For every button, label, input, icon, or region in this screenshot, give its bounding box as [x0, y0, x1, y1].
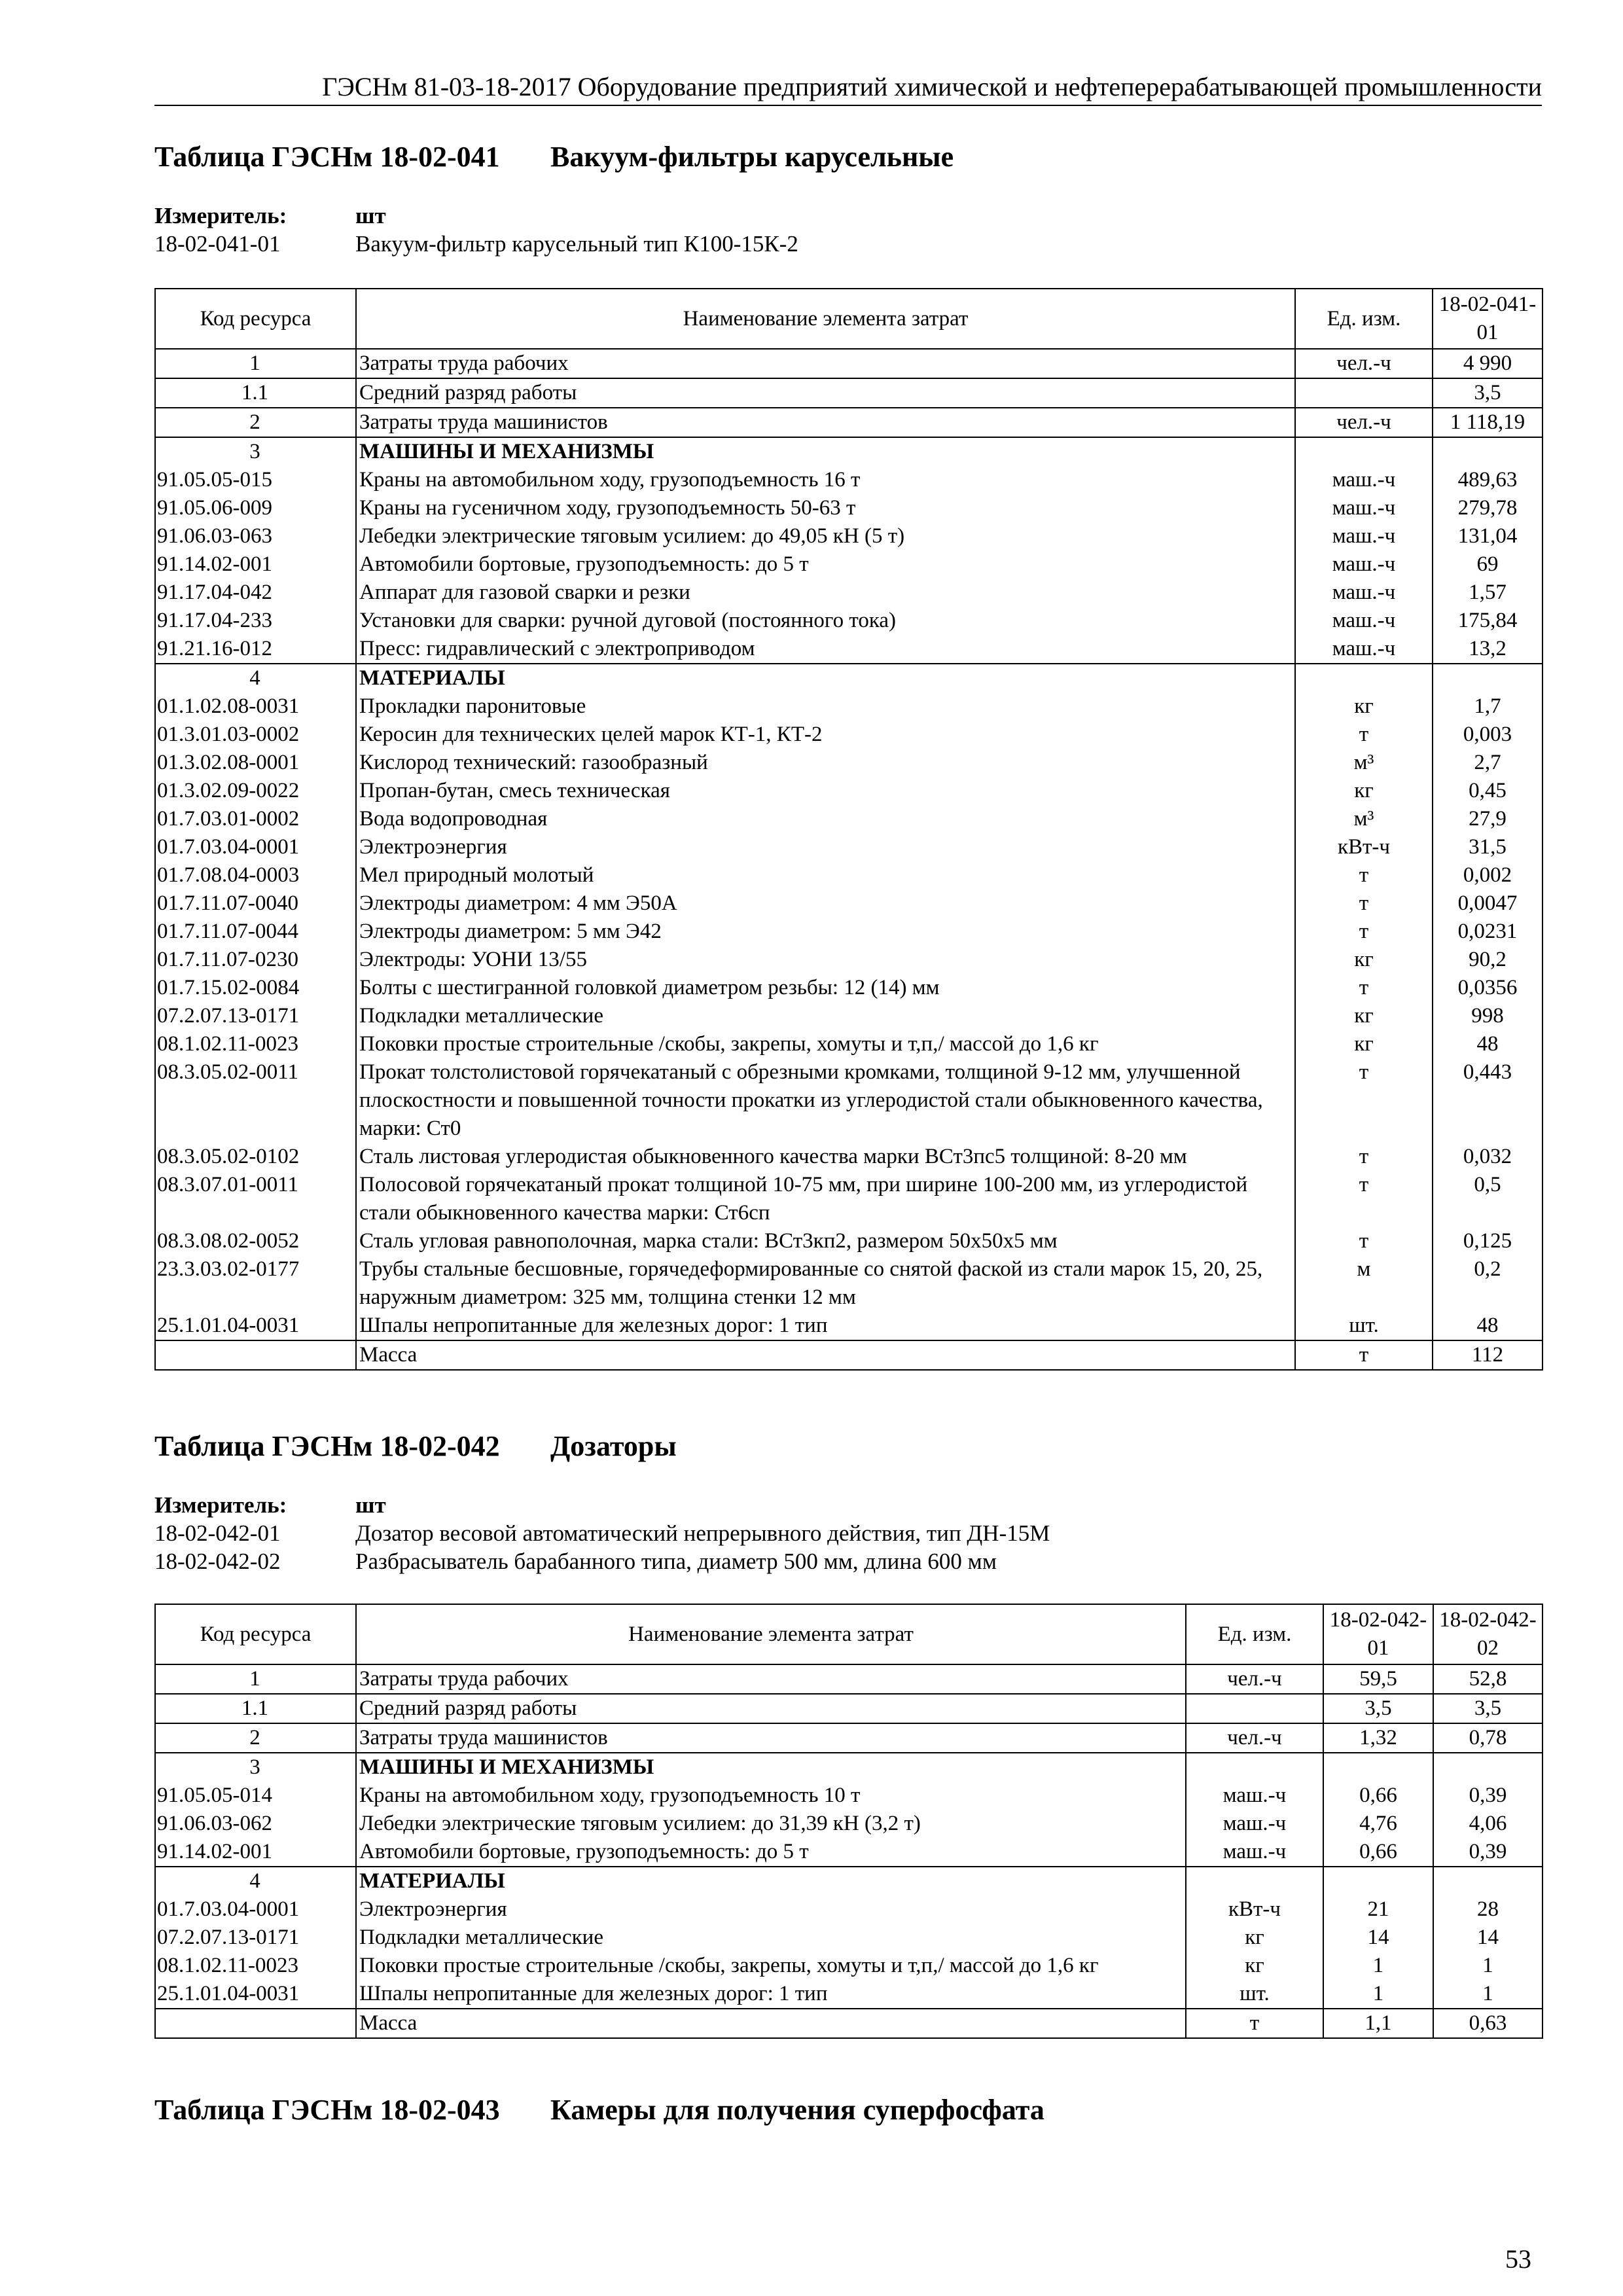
- norm-value-cell: 0,45: [1433, 777, 1543, 805]
- page-number: 53: [1505, 2244, 1531, 2274]
- resource-name-cell: Затраты труда рабочих: [356, 349, 1295, 378]
- table-row: [155, 349, 1543, 378]
- table2-title-number: Таблица ГЭСНм 18-02-042: [154, 1430, 500, 1462]
- resource-name-cell: Масса: [356, 2009, 1186, 2038]
- table-row: [155, 1255, 1543, 1312]
- norm-value-cell: 13,2: [1433, 635, 1543, 664]
- resource-code-cell: 91.06.03-063: [155, 522, 356, 550]
- resource-name-cell: Мел природный молотый: [356, 861, 1295, 889]
- norm-value-cell: 1,1: [1323, 2009, 1433, 2038]
- resource-name-cell: Затраты труда машинистов: [356, 1723, 1186, 1753]
- norm-value-cell: 52,8: [1433, 1664, 1543, 1694]
- resource-code-cell: 1: [155, 349, 356, 378]
- resource-code-cell: 01.7.08.04-0003: [155, 861, 356, 889]
- table-row: [155, 1895, 1543, 1924]
- norm-value-cell: 0,032: [1433, 1143, 1543, 1171]
- table-row: [155, 1143, 1543, 1171]
- unit-cell: чел.-ч: [1295, 349, 1433, 378]
- norm-value-cell: 1 118,19: [1433, 408, 1543, 437]
- table-row: [155, 861, 1543, 889]
- norm-value-cell: 48: [1433, 1312, 1543, 1340]
- resource-code-cell: 01.7.03.04-0001: [155, 833, 356, 861]
- resource-code-cell: [155, 1340, 356, 1370]
- table-row: [155, 1753, 1543, 1782]
- table-row: [155, 550, 1543, 579]
- resource-name-cell: Электроды диаметром: 5 мм Э42: [356, 918, 1295, 946]
- table1-meter-block: [154, 202, 798, 258]
- unit-cell: т: [1295, 918, 1433, 946]
- measured-item-name: Разбрасыватель барабанного типа, диаметр 500 мм, длина 600 мм: [355, 1549, 997, 1574]
- norm-value-cell: 0,39: [1433, 1782, 1543, 1810]
- norm-value-cell: 0,39: [1433, 1838, 1543, 1867]
- norm-value-cell: [1433, 1753, 1543, 1782]
- resource-name-cell: Сталь листовая углеродистая обыкновенного качества марки ВСт3пс5 толщиной: 8-20 мм: [356, 1143, 1295, 1171]
- unit-cell: м: [1295, 1255, 1433, 1312]
- resource-name-cell: МАТЕРИАЛЫ: [356, 1867, 1186, 1895]
- resource-name-cell: Автомобили бортовые, грузоподъемность: до 5 т: [356, 550, 1295, 579]
- table-row: [155, 1002, 1543, 1030]
- resource-code-cell: 01.7.15.02-0084: [155, 974, 356, 1002]
- resource-code-cell: 08.3.05.02-0102: [155, 1143, 356, 1171]
- resource-code-cell: 3: [155, 1753, 356, 1782]
- norm-value-cell: 28: [1433, 1895, 1543, 1924]
- resource-code-cell: 91.21.16-012: [155, 635, 356, 664]
- table1-header-norm-1: 18-02-041-01: [1433, 289, 1543, 349]
- resource-name-cell: Шпалы непропитанные для железных дорог: 1 тип: [356, 1312, 1295, 1340]
- table-row: [155, 889, 1543, 918]
- resource-code-cell: 25.1.01.04-0031: [155, 1312, 356, 1340]
- table1-header-row: [155, 289, 1543, 349]
- unit-cell: чел.-ч: [1295, 408, 1433, 437]
- unit-cell: м³: [1295, 749, 1433, 777]
- norm-value-cell: 3,5: [1433, 1694, 1543, 1723]
- table2-title-name: Дозаторы: [550, 1430, 677, 1462]
- resource-code-cell: 01.7.03.04-0001: [155, 1895, 356, 1924]
- resource-code-cell: 2: [155, 1723, 356, 1753]
- resource-code-cell: 08.3.05.02-0011: [155, 1058, 356, 1143]
- resource-code-cell: 01.3.01.03-0002: [155, 721, 356, 749]
- resource-code-cell: 01.3.02.08-0001: [155, 749, 356, 777]
- resource-name-cell: Прокат толстолистовой горячекатаный с обрезными кромками, толщиной 9-12 мм, улучшенной плоскостности и повышенной точности прокатки из углеродистой стали обыкновенного качества, марки: Ст0: [356, 1058, 1295, 1143]
- unit-cell: маш.-ч: [1295, 635, 1433, 664]
- norm-value-cell: 4,76: [1323, 1810, 1433, 1838]
- norm-value-cell: [1433, 664, 1543, 692]
- norm-value-cell: 0,66: [1323, 1782, 1433, 1810]
- norm-value-cell: 0,0356: [1433, 974, 1543, 1002]
- norm-value-cell: 0,003: [1433, 721, 1543, 749]
- table2-meter-block: [154, 1491, 1050, 1575]
- table-row: [155, 607, 1543, 635]
- resource-code-cell: 3: [155, 437, 356, 466]
- table-row: [155, 1924, 1543, 1952]
- measured-item: [154, 230, 798, 258]
- resource-code-cell: 08.3.07.01-0011: [155, 1171, 356, 1227]
- resource-code-cell: 01.1.02.08-0031: [155, 692, 356, 721]
- unit-cell: кг: [1295, 946, 1433, 974]
- norm-value-cell: 4,06: [1433, 1810, 1543, 1838]
- unit-cell: маш.-ч: [1186, 1782, 1323, 1810]
- resource-name-cell: Сталь угловая равнополочная, марка стали: ВСт3кп2, размером 50х50х5 мм: [356, 1227, 1295, 1255]
- resource-name-cell: Лебедки электрические тяговым усилием: до 49,05 кН (5 т): [356, 522, 1295, 550]
- table-row: [155, 974, 1543, 1002]
- measured-item-code: 18-02-041-01: [154, 231, 281, 257]
- table-row: [155, 1723, 1543, 1753]
- resource-name-cell: Электроды диаметром: 4 мм Э50А: [356, 889, 1295, 918]
- resource-code-cell: 91.14.02-001: [155, 1838, 356, 1867]
- norm-value-cell: [1323, 1753, 1433, 1782]
- norm-value-cell: [1433, 437, 1543, 466]
- resource-code-cell: 1.1: [155, 378, 356, 408]
- table-row: [155, 1810, 1543, 1838]
- table3-title: [154, 2092, 1044, 2128]
- resource-name-cell: Краны на автомобильном ходу, грузоподъемность 10 т: [356, 1782, 1186, 1810]
- table-row: [155, 946, 1543, 974]
- table1-title: [154, 139, 954, 175]
- measured-item-code: 18-02-042-02: [154, 1549, 281, 1574]
- unit-cell: т: [1295, 1340, 1433, 1370]
- table2-meter-value: шт: [355, 1492, 386, 1518]
- resource-name-cell: Аппарат для газовой сварки и резки: [356, 579, 1295, 607]
- resource-code-cell: 23.3.03.02-0177: [155, 1255, 356, 1312]
- resource-name-cell: МАШИНЫ И МЕХАНИЗМЫ: [356, 437, 1295, 466]
- table2-header-row: [155, 1604, 1543, 1664]
- norm-value-cell: 14: [1323, 1924, 1433, 1952]
- unit-cell: м³: [1295, 805, 1433, 833]
- unit-cell: кг: [1186, 1924, 1323, 1952]
- table3-title-name: Камеры для получения суперфосфата: [550, 2094, 1044, 2126]
- norm-value-cell: 4 990: [1433, 349, 1543, 378]
- unit-cell: [1295, 664, 1433, 692]
- resource-name-cell: Поковки простые строительные /скобы, закрепы, хомуты и т,п,/ массой до 1,6 кг: [356, 1030, 1295, 1058]
- unit-cell: т: [1295, 1171, 1433, 1227]
- resource-name-cell: Затраты труда рабочих: [356, 1664, 1186, 1694]
- table-row: [155, 1980, 1543, 2009]
- table1-header-code: Код ресурса: [155, 289, 356, 349]
- norm-value-cell: 1,7: [1433, 692, 1543, 721]
- table2-meter-label: Измеритель:: [154, 1492, 287, 1518]
- resource-name-cell: Подкладки металлические: [356, 1924, 1186, 1952]
- norm-value-cell: 0,002: [1433, 861, 1543, 889]
- resource-name-cell: Средний разряд работы: [356, 1694, 1186, 1723]
- unit-cell: т: [1295, 889, 1433, 918]
- resource-name-cell: Краны на автомобильном ходу, грузоподъемность 16 т: [356, 466, 1295, 494]
- unit-cell: маш.-ч: [1295, 579, 1433, 607]
- table-row: [155, 805, 1543, 833]
- running-header: ГЭСНм 81-03-18-2017 Оборудование предприятий химической и нефтеперерабатывающей промышленности: [154, 71, 1542, 106]
- resource-code-cell: 91.17.04-042: [155, 579, 356, 607]
- table1-meter-label: Измеритель:: [154, 203, 287, 228]
- norm-value-cell: 31,5: [1433, 833, 1543, 861]
- norm-value-cell: 0,5: [1433, 1171, 1543, 1227]
- norm-value-cell: 0,63: [1433, 2009, 1543, 2038]
- table2-item-list: [154, 1519, 1050, 1575]
- norm-value-cell: 3,5: [1433, 378, 1543, 408]
- resource-name-cell: Прокладки паронитовые: [356, 692, 1295, 721]
- table-row: [155, 494, 1543, 522]
- table1: [154, 288, 1543, 1371]
- unit-cell: маш.-ч: [1295, 550, 1433, 579]
- unit-cell: кг: [1295, 777, 1433, 805]
- unit-cell: [1186, 1694, 1323, 1723]
- table-row: [155, 721, 1543, 749]
- table-row: [155, 378, 1543, 408]
- norm-value-cell: 0,443: [1433, 1058, 1543, 1143]
- resource-name-cell: Электроэнергия: [356, 1895, 1186, 1924]
- norm-value-cell: 112: [1433, 1340, 1543, 1370]
- resource-code-cell: 01.7.11.07-0230: [155, 946, 356, 974]
- resource-name-cell: Керосин для технических целей марок КТ-1, КТ-2: [356, 721, 1295, 749]
- unit-cell: шт.: [1295, 1312, 1433, 1340]
- resource-name-cell: Автомобили бортовые, грузоподъемность: до 5 т: [356, 1838, 1186, 1867]
- unit-cell: т: [1295, 974, 1433, 1002]
- table-row: [155, 1782, 1543, 1810]
- norm-value-cell: 1: [1323, 1980, 1433, 2009]
- unit-cell: [1186, 1753, 1323, 1782]
- resource-code-cell: 4: [155, 664, 356, 692]
- resource-code-cell: 07.2.07.13-0171: [155, 1924, 356, 1952]
- resource-code-cell: 25.1.01.04-0031: [155, 1980, 356, 2009]
- resource-name-cell: Пропан-бутан, смесь техническая: [356, 777, 1295, 805]
- resource-code-cell: 4: [155, 1867, 356, 1895]
- table-row: [155, 1867, 1543, 1895]
- norm-value-cell: 998: [1433, 1002, 1543, 1030]
- resource-name-cell: Вода водопроводная: [356, 805, 1295, 833]
- norm-value-cell: 1: [1433, 1980, 1543, 2009]
- resource-code-cell: 91.14.02-001: [155, 550, 356, 579]
- table2-header-name: Наименование элемента затрат: [356, 1604, 1186, 1664]
- measured-item: [154, 1519, 1050, 1547]
- norm-value-cell: 3,5: [1323, 1694, 1433, 1723]
- unit-cell: [1186, 1867, 1323, 1895]
- table1-meter-value: шт: [355, 203, 386, 228]
- measured-item-code: 18-02-042-01: [154, 1520, 281, 1546]
- resource-name-cell: Полосовой горячекатаный прокат толщиной 10-75 мм, при ширине 100-200 мм, из углеродистой стали обыкновенного качества марки: Ст6сп: [356, 1171, 1295, 1227]
- resource-name-cell: Электроды: УОНИ 13/55: [356, 946, 1295, 974]
- norm-value-cell: 175,84: [1433, 607, 1543, 635]
- unit-cell: кг: [1295, 1030, 1433, 1058]
- table-row: [155, 1664, 1543, 1694]
- table-row: [155, 1838, 1543, 1867]
- unit-cell: т: [1295, 861, 1433, 889]
- unit-cell: [1295, 437, 1433, 466]
- norm-value-cell: 69: [1433, 550, 1543, 579]
- unit-cell: кВт-ч: [1295, 833, 1433, 861]
- table-row: [155, 664, 1543, 692]
- table-row: [155, 522, 1543, 550]
- unit-cell: т: [1186, 2009, 1323, 2038]
- norm-value-cell: 131,04: [1433, 522, 1543, 550]
- table-row: [155, 918, 1543, 946]
- resource-code-cell: 01.7.11.07-0044: [155, 918, 356, 946]
- norm-value-cell: 0,0047: [1433, 889, 1543, 918]
- unit-cell: шт.: [1186, 1980, 1323, 2009]
- unit-cell: маш.-ч: [1295, 522, 1433, 550]
- norm-value-cell: 1,57: [1433, 579, 1543, 607]
- table-row: [155, 635, 1543, 664]
- table1-title-name: Вакуум-фильтры карусельные: [550, 141, 954, 173]
- unit-cell: [1295, 378, 1433, 408]
- table-row: [155, 1312, 1543, 1340]
- table-row: [155, 437, 1543, 466]
- table-row: [155, 833, 1543, 861]
- table2-body: [155, 1664, 1543, 2038]
- table-row: [155, 777, 1543, 805]
- resource-code-cell: 01.7.03.01-0002: [155, 805, 356, 833]
- unit-cell: т: [1295, 1058, 1433, 1143]
- resource-name-cell: Шпалы непропитанные для железных дорог: 1 тип: [356, 1980, 1186, 2009]
- resource-name-cell: Краны на гусеничном ходу, грузоподъемность 50-63 т: [356, 494, 1295, 522]
- resource-code-cell: 08.1.02.11-0023: [155, 1030, 356, 1058]
- table-row: [155, 1171, 1543, 1227]
- norm-value-cell: 27,9: [1433, 805, 1543, 833]
- norm-value-cell: 1: [1433, 1952, 1543, 1980]
- norm-value-cell: 1,32: [1323, 1723, 1433, 1753]
- norm-value-cell: 0,2: [1433, 1255, 1543, 1312]
- resource-code-cell: 91.17.04-233: [155, 607, 356, 635]
- norm-value-cell: 0,66: [1323, 1838, 1433, 1867]
- norm-value-cell: 0,125: [1433, 1227, 1543, 1255]
- resource-name-cell: Трубы стальные бесшовные, горячедеформированные со снятой фаской из стали марок 15, 20, 25, наружным диаметром: 325 мм, толщина стенки 12 мм: [356, 1255, 1295, 1312]
- resource-name-cell: Средний разряд работы: [356, 378, 1295, 408]
- unit-cell: маш.-ч: [1295, 494, 1433, 522]
- norm-value-cell: 59,5: [1323, 1664, 1433, 1694]
- resource-name-cell: МАТЕРИАЛЫ: [356, 664, 1295, 692]
- norm-value-cell: [1323, 1867, 1433, 1895]
- table-row: [155, 1340, 1543, 1370]
- resource-name-cell: Пресс: гидравлический с электроприводом: [356, 635, 1295, 664]
- resource-code-cell: 91.05.05-014: [155, 1782, 356, 1810]
- resource-code-cell: 91.05.05-015: [155, 466, 356, 494]
- norm-value-cell: 21: [1323, 1895, 1433, 1924]
- resource-code-cell: 91.06.03-062: [155, 1810, 356, 1838]
- unit-cell: кг: [1295, 692, 1433, 721]
- table-row: [155, 1952, 1543, 1980]
- table-row: [155, 1058, 1543, 1143]
- table1-item-list: [154, 230, 798, 258]
- unit-cell: т: [1295, 1227, 1433, 1255]
- table2-header-norm-1: 18-02-042-01: [1323, 1604, 1433, 1664]
- table2: [154, 1604, 1543, 2039]
- resource-name-cell: МАШИНЫ И МЕХАНИЗМЫ: [356, 1753, 1186, 1782]
- table1-title-number: Таблица ГЭСНм 18-02-041: [154, 141, 500, 173]
- norm-value-cell: 0,0231: [1433, 918, 1543, 946]
- norm-value-cell: 14: [1433, 1924, 1543, 1952]
- resource-name-cell: Поковки простые строительные /скобы, закрепы, хомуты и т,п,/ массой до 1,6 кг: [356, 1952, 1186, 1980]
- unit-cell: т: [1295, 721, 1433, 749]
- resource-code-cell: 1.1: [155, 1694, 356, 1723]
- table-row: [155, 2009, 1543, 2038]
- norm-value-cell: 0,78: [1433, 1723, 1543, 1753]
- resource-name-cell: Болты с шестигранной головкой диаметром резьбы: 12 (14) мм: [356, 974, 1295, 1002]
- table-row: [155, 466, 1543, 494]
- unit-cell: маш.-ч: [1186, 1838, 1323, 1867]
- resource-code-cell: 08.1.02.11-0023: [155, 1952, 356, 1980]
- unit-cell: чел.-ч: [1186, 1723, 1323, 1753]
- table-row: [155, 692, 1543, 721]
- resource-code-cell: 91.05.06-009: [155, 494, 356, 522]
- resource-code-cell: 07.2.07.13-0171: [155, 1002, 356, 1030]
- norm-value-cell: 1: [1323, 1952, 1433, 1980]
- table2-header-norm-2: 18-02-042-02: [1433, 1604, 1543, 1664]
- table-row: [155, 408, 1543, 437]
- norm-value-cell: 48: [1433, 1030, 1543, 1058]
- unit-cell: кг: [1186, 1952, 1323, 1980]
- table-row: [155, 579, 1543, 607]
- resource-name-cell: Установки для сварки: ручной дуговой (постоянного тока): [356, 607, 1295, 635]
- norm-value-cell: 2,7: [1433, 749, 1543, 777]
- resource-name-cell: Электроэнергия: [356, 833, 1295, 861]
- resource-name-cell: Масса: [356, 1340, 1295, 1370]
- table-row: [155, 1227, 1543, 1255]
- table2-header-code: Код ресурса: [155, 1604, 356, 1664]
- table-row: [155, 1694, 1543, 1723]
- resource-code-cell: 01.7.11.07-0040: [155, 889, 356, 918]
- table2-header-unit: Ед. изм.: [1186, 1604, 1323, 1664]
- table1-header-name: Наименование элемента затрат: [356, 289, 1295, 349]
- unit-cell: маш.-ч: [1186, 1810, 1323, 1838]
- resource-code-cell: 1: [155, 1664, 356, 1694]
- unit-cell: маш.-ч: [1295, 607, 1433, 635]
- table3-title-number: Таблица ГЭСНм 18-02-043: [154, 2094, 500, 2126]
- table-row: [155, 749, 1543, 777]
- unit-cell: т: [1295, 1143, 1433, 1171]
- resource-name-cell: Лебедки электрические тяговым усилием: до 31,39 кН (3,2 т): [356, 1810, 1186, 1838]
- resource-code-cell: 01.3.02.09-0022: [155, 777, 356, 805]
- norm-value-cell: 90,2: [1433, 946, 1543, 974]
- unit-cell: маш.-ч: [1295, 466, 1433, 494]
- resource-code-cell: [155, 2009, 356, 2038]
- norm-value-cell: 489,63: [1433, 466, 1543, 494]
- norm-value-cell: [1433, 1867, 1543, 1895]
- table-row: [155, 1030, 1543, 1058]
- unit-cell: кг: [1295, 1002, 1433, 1030]
- table1-body: [155, 349, 1543, 1370]
- unit-cell: чел.-ч: [1186, 1664, 1323, 1694]
- resource-name-cell: Кислород технический: газообразный: [356, 749, 1295, 777]
- resource-code-cell: 2: [155, 408, 356, 437]
- norm-value-cell: 279,78: [1433, 494, 1543, 522]
- measured-item-name: Дозатор весовой автоматический непрерывного действия, тип ДН-15М: [355, 1520, 1050, 1546]
- measured-item: [154, 1547, 1050, 1575]
- resource-code-cell: 08.3.08.02-0052: [155, 1227, 356, 1255]
- table1-header-unit: Ед. изм.: [1295, 289, 1433, 349]
- measured-item-name: Вакуум-фильтр карусельный тип К100-15К-2: [355, 231, 798, 257]
- resource-name-cell: Затраты труда машинистов: [356, 408, 1295, 437]
- table2-title: [154, 1428, 677, 1465]
- resource-name-cell: Подкладки металлические: [356, 1002, 1295, 1030]
- unit-cell: кВт-ч: [1186, 1895, 1323, 1924]
